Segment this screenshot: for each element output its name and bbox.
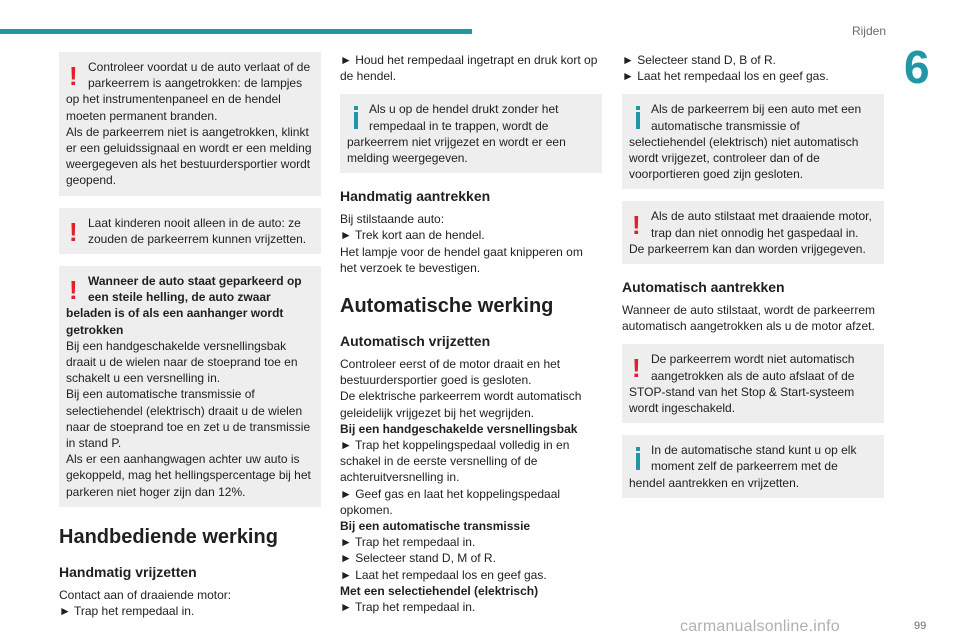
body-text: Controleer eerst of de motor draait en het bestuurdersportier goed is gesloten.	[340, 357, 561, 388]
warning-text: Laat kinderen nooit alleen in de auto: ze zouden de parkeerrem kunnen vrijzetten.	[88, 215, 307, 246]
info-box	[340, 94, 602, 173]
info-icon	[629, 101, 651, 131]
info-text: Als u op de hendel drukt zonder het rempedaal in te trappen, wordt de parkeerrem niet vrijgezet en wordt er een melding weergegeven.	[347, 102, 566, 166]
step-text: ► Selecteer stand D, M of R.	[340, 551, 496, 566]
section-title: Rijden	[851, 24, 886, 38]
warning-icon: !	[632, 210, 641, 241]
info-text: Als de parkeerrem bij een auto met een automatische transmissie of selectiehendel (elektrisch) niet automatisch wordt vrijgezet, controleer dan of de voorportieren goed zijn gesloten.	[629, 102, 862, 182]
warning-text: Als de auto stilstaat met draaiende motor, trap dan niet onnodig het gaspedaal in.	[651, 209, 872, 240]
warning-icon: !	[69, 275, 78, 306]
subsection-heading: Automatisch vrijzetten	[340, 333, 491, 350]
chapter-color-bar	[0, 29, 472, 34]
step-text: ► Trap het koppelingspedaal volledig in en schakel in de eerste versnelling of de achteruitversnelling in.	[340, 438, 570, 485]
warning-text: Controleer voordat u de auto verlaat of de parkeerrem is aangetrokken: de lampjes op het instrumentenpaneel en de hendel moeten permanent branden.	[66, 60, 311, 123]
subsection-heading: Handmatig vrijzetten	[59, 563, 197, 580]
watermark: carmanualsonline.info	[680, 618, 840, 635]
warning-text: De parkeerrem wordt niet automatisch aangetrokken als de auto afslaat of de STOP-stand van het Stop & Start-systeem wordt ingeschakeld.	[629, 352, 855, 416]
warning-text: Als er een aanhangwagen achter uw auto is gekoppeld, mag het hellingspercentage bij het parkeren niet hoger zijn dan 12%.	[66, 452, 311, 499]
warning-text: Als de parkeerrem niet is aangetrokken, klinkt er een geluidssignaal en wordt er een melding weergegeven als het bestuurdersportier wordt geopend.	[66, 124, 312, 188]
warning-box	[59, 266, 321, 507]
info-text: In de automatische stand kunt u op elk moment zelf de parkeerrem met de hendel aantrekken en vrijzetten.	[629, 443, 857, 490]
section-heading: Handbediende werking	[59, 525, 278, 548]
warning-box	[59, 52, 321, 196]
step-text: ► Trap het rempedaal in.	[340, 600, 476, 615]
chapter-number: 6	[904, 41, 930, 93]
body-text: Contact aan of draaiende motor:	[59, 587, 232, 602]
label-text: Met een selectiehendel (elektrisch)	[340, 583, 539, 598]
step-text: ► Selecteer stand D, B of R.	[622, 53, 776, 67]
section-heading: Automatische werking	[340, 295, 554, 318]
info-icon	[347, 101, 369, 131]
subsection-heading: Handmatig aantrekken	[340, 188, 491, 205]
info-box	[622, 435, 884, 498]
step-text: ► Laat het rempedaal los en geef gas.	[340, 567, 547, 582]
body-text: De elektrische parkeerrem wordt automatisch geleidelijk vrijgezet bij het wegrijden.	[340, 389, 582, 420]
warning-icon: !	[69, 61, 78, 91]
warning-heading: Wanneer de auto staat geparkeerd op een steile helling, de auto zwaar beladen is of als een aanhanger wordt getrokken	[66, 274, 302, 337]
info-box	[622, 94, 884, 189]
column-2	[340, 52, 602, 615]
warning-text: Bij een automatische transmissie of selectiehendel (elektrisch) draait u de wielen naar de stoeprand toe en zet u de transmissie in stand P.	[66, 387, 311, 451]
body-text: Wanneer de auto stilstaat, wordt de parkeerrem automatisch aangetrokken als u de motor afzet.	[622, 303, 876, 334]
warning-icon: !	[69, 216, 78, 247]
warning-text: De parkeerrem kan dan worden vrijgegeven.	[629, 241, 866, 256]
body-text: Bij stilstaande auto:	[340, 212, 445, 227]
step-text: ► Trap het rempedaal in.	[59, 604, 195, 619]
column-1	[59, 52, 321, 619]
warning-text: Bij een handgeschakelde versnellingsbak draait u de wielen naar de stoeprand toe en schakelt u een versnelling in.	[66, 338, 298, 386]
step-text: ► Houd het rempedaal ingetrapt en druk kort op de hendel.	[340, 53, 598, 84]
label-text: Bij een automatische transmissie	[340, 519, 531, 534]
step-text: ► Geef gas en laat het koppelingspedaal opkomen.	[340, 486, 561, 517]
body-text: Het lampje voor de hendel gaat knipperen om het verzoek te bevestigen.	[340, 244, 583, 275]
warning-box	[59, 208, 321, 254]
warning-box	[622, 201, 884, 264]
label-text: Bij een handgeschakelde versnellingsbak	[340, 421, 578, 436]
subsection-heading: Automatisch aantrekken	[622, 279, 785, 296]
step-text: ► Trap het rempedaal in.	[340, 535, 476, 550]
column-3	[622, 52, 884, 510]
warning-icon: !	[632, 353, 641, 384]
page-number: 99	[914, 620, 927, 632]
step-text: ► Laat het rempedaal los en geef gas.	[622, 69, 829, 84]
warning-box	[622, 344, 884, 423]
step-text: ► Trek kort aan de hendel.	[340, 228, 485, 243]
info-icon	[629, 442, 651, 472]
